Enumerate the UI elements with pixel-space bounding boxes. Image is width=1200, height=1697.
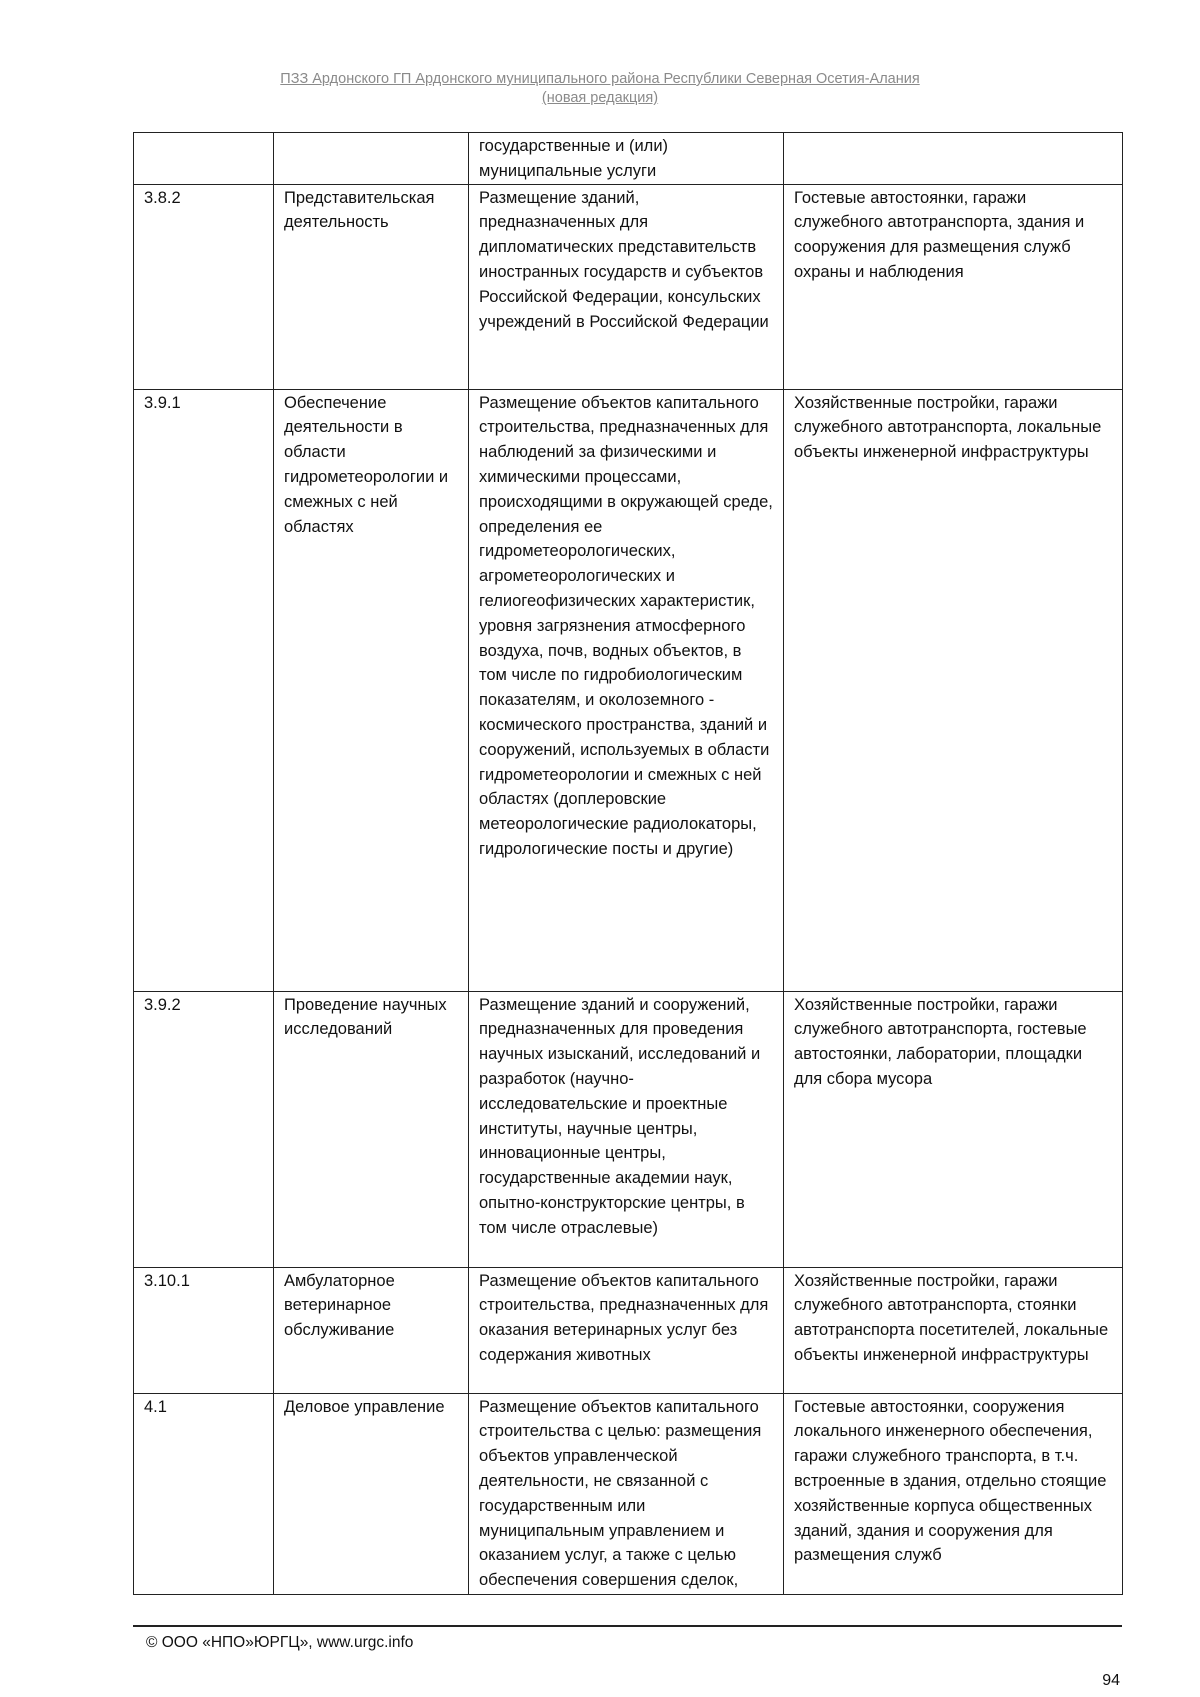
code-cell: 3.8.2 [134,184,274,389]
header-subtitle: (новая редакция) [541,90,659,106]
table-row [134,1393,1123,1594]
header-title: ПЗЗ Ардонского ГП Ардонского муниципального района Республики Северная Осетия-Алания [280,71,920,87]
page-header [0,70,1200,108]
description-cell: Размещение зданий и сооружений, предназначенных для проведения научных изысканий, исследований и разработок (научно-исследовательские и проектные институты, научные центры, инновационные центры, государственные академии наук, опытно-конструкторские центры, в том числе отраслевые) [469,991,784,1267]
table-row [134,389,1123,991]
description-cell: Размещение объектов капитального строительства, предназначенных для наблюдений за физическими и химическими процессами, происходящими в окружающей среде, определения ее гидрометеорологических, агрометеорологических и гелиогеофизических характеристик, уровня загрязнения атмосферного воздуха, почв, водных объектов, в том числе по гидробиологическим показателям, и околоземного - космического пространства, зданий и сооружений, используемых в области гидрометеорологии и смежных с ней областях (доплеровские метеорологические радиолокаторы, гидрологические посты и другие) [469,389,784,991]
description-cell: Размещение зданий, предназначенных для дипломатических представительств иностранных государств и субъектов Российской Федерации, консульских учреждений в Российской Федерации [469,184,784,389]
auxiliary-cell: Хозяйственные постройки, гаражи служебного автотранспорта, стоянки автотранспорта посетителей, локальные объекты инженерной инфраструктуры [784,1267,1123,1393]
footer-divider [133,1625,1122,1627]
table-row [134,184,1123,389]
code-cell: 3.10.1 [134,1267,274,1393]
name-cell [274,133,469,185]
auxiliary-cell: Гостевые автостоянки, гаражи служебного автотранспорта, здания и сооружения для размещения служб охраны и наблюдения [784,184,1123,389]
name-cell: Деловое управление [274,1393,469,1594]
auxiliary-cell: Гостевые автостоянки, сооружения локального инженерного обеспечения, гаражи служебного транспорта, в т.ч. встроенные в здания, отдельно стоящие хозяйственные корпуса общественных зданий, здания и сооружения для размещения служб [784,1393,1123,1594]
code-cell: 4.1 [134,1393,274,1594]
footer-copyright: © ООО «НПО»ЮРГЦ», www.urgc.info [146,1634,414,1651]
name-cell: Амбулаторное ветеринарное обслуживание [274,1267,469,1393]
name-cell: Проведение научных исследований [274,991,469,1267]
table-row [134,1267,1123,1393]
auxiliary-cell: Хозяйственные постройки, гаражи служебного автотранспорта, локальные объекты инженерной инфраструктуры [784,389,1123,991]
description-cell: Размещение объектов капитального строительства, предназначенных для оказания ветеринарных услуг без содержания животных [469,1267,784,1393]
table-row [134,133,1123,185]
code-cell: 3.9.1 [134,389,274,991]
page-number: 94 [1102,1672,1120,1689]
auxiliary-cell [784,133,1123,185]
code-cell: 3.9.2 [134,991,274,1267]
table-row [134,991,1123,1267]
land-use-table [133,132,1123,1595]
auxiliary-cell: Хозяйственные постройки, гаражи служебного автотранспорта, гостевые автостоянки, лаборатории, площадки для сбора мусора [784,991,1123,1267]
name-cell: Представительская деятельность [274,184,469,389]
description-cell: государственные и (или) муниципальные услуги [469,133,784,185]
code-cell [134,133,274,185]
name-cell: Обеспечение деятельности в области гидрометеорологии и смежных с ней областях [274,389,469,991]
description-cell: Размещение объектов капитального строительства с целью: размещения объектов управленческой деятельности, не связанной с государственным или муниципальным управлением и оказанием услуг, а также с целью обеспечения совершения сделок, [469,1393,784,1594]
